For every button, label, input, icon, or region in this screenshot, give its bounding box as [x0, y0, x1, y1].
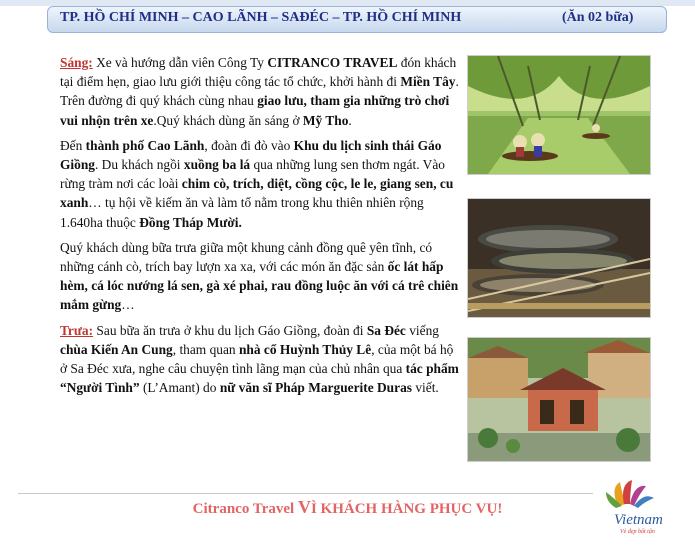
logo-wordmark: Vietnam: [614, 512, 663, 528]
brand-name: Citranco Travel: [192, 501, 295, 517]
noon-paragraph: [60, 321, 460, 398]
text-run: Đến: [60, 137, 86, 153]
pagoda-photo: [467, 337, 651, 462]
bold-run: giao lưu, tham gia những trò chơi vui nhộn trên xe: [60, 93, 450, 128]
vietnam-tourism-logo: [600, 478, 672, 538]
text-run: .Quý khách dùng ăn sáng ở: [153, 112, 303, 128]
bold-run: ốc lát hấp hèm, cá lóc nướng lá sen, gà xé phai, rau đồng luộc ăn với cá trê chiên mắm gừng: [60, 259, 459, 313]
route-title: TP. HỒ CHÍ MINH – CAO LÃNH – SAĐÉC – TP. HỒ CHÍ MINH: [60, 10, 462, 25]
footer-slogan: [0, 497, 695, 518]
mangrove-boat-photo: [467, 55, 651, 175]
text-run: …: [121, 297, 135, 313]
text-run: Quý khách dùng bữa trưa giữa một khung cảnh đồng quê yên tĩnh, có những cánh cò, trích bay lượn xa xa, với các món ăn đặc sản: [60, 239, 433, 275]
bold-run: chùa Kiến An Cung: [60, 341, 173, 357]
text-run: , của một bá hộ ở Sa Đéc xưa, nghe câu chuyện tình lãng mạn của chủ nhân qua: [60, 341, 454, 377]
company-name: CITRANCO TRAVEL: [267, 55, 398, 70]
text-run: Sau bữa ăn trưa ở khu du lịch Gáo Giồng, đoàn đi: [93, 322, 367, 338]
logo-tagline: Vẻ đẹp bất tận: [620, 529, 655, 535]
text-run: , tham quan: [172, 341, 239, 357]
text-run: qua những lung sen thơm ngát. Vào rừng tràm nơi các loài: [60, 157, 445, 192]
slogan-rest: Ì KHÁCH HÀNG PHỤC VỤ!: [310, 501, 503, 517]
text-run: đón khách tại điểm hẹn, giao lưu giới thiệu công tác tổ chức, khởi hành đi: [60, 55, 457, 90]
text-run: Xe và hướng dẫn viên Công Ty: [92, 55, 268, 70]
bold-run: nhà cổ Huỳnh Thủy Lê: [238, 341, 372, 357]
slogan-initial: V: [297, 497, 311, 517]
bold-run: Đồng Tháp Mười.: [139, 214, 242, 230]
meals-count: (Ăn 02 bữa): [562, 10, 634, 25]
bold-run: tác phẩm “Người Tình”: [60, 361, 459, 396]
lunch-paragraph: [60, 238, 460, 315]
bold-run: Mỹ Tho: [302, 112, 349, 128]
bold-run: thành phố Cao Lãnh: [85, 137, 205, 153]
grilled-fish-photo: [467, 198, 651, 318]
cao-lanh-paragraph: [60, 136, 460, 232]
itinerary-body: [60, 53, 460, 403]
bold-run: xuồng ba lá: [183, 157, 251, 173]
text-run: . Trên đường đi quý khách cùng nhau: [60, 74, 459, 109]
morning-paragraph: [60, 53, 460, 130]
text-run: viết.: [411, 380, 439, 396]
text-run: viếng: [405, 322, 439, 338]
text-run: (L’Amant) do: [139, 380, 220, 396]
morning-label: Sáng:: [60, 55, 93, 70]
bold-run: Miền Tây: [400, 74, 456, 90]
noon-label: Trưa:: [60, 322, 94, 338]
bold-run: nữ văn sĩ Pháp Marguerite Duras: [219, 380, 412, 396]
slogan-text: [297, 497, 503, 517]
text-run: … tụ hội về kiếm ăn và làm tổ nằm trong khu thiên nhiên rộng 1.640ha thuộc: [60, 195, 424, 230]
footer-divider: [18, 493, 593, 494]
bold-run: chim cò, trích, diệt, cồng cộc, le le, giang sen, cu xanh: [60, 176, 454, 211]
text-run: .: [348, 112, 352, 128]
text-run: , đoàn đi đò vào: [204, 137, 294, 153]
bold-run: Sa Đéc: [366, 322, 406, 338]
bold-run: Khu du lịch sinh thái Gáo Giồng: [60, 137, 442, 173]
text-run: . Du khách ngồi: [94, 157, 184, 173]
